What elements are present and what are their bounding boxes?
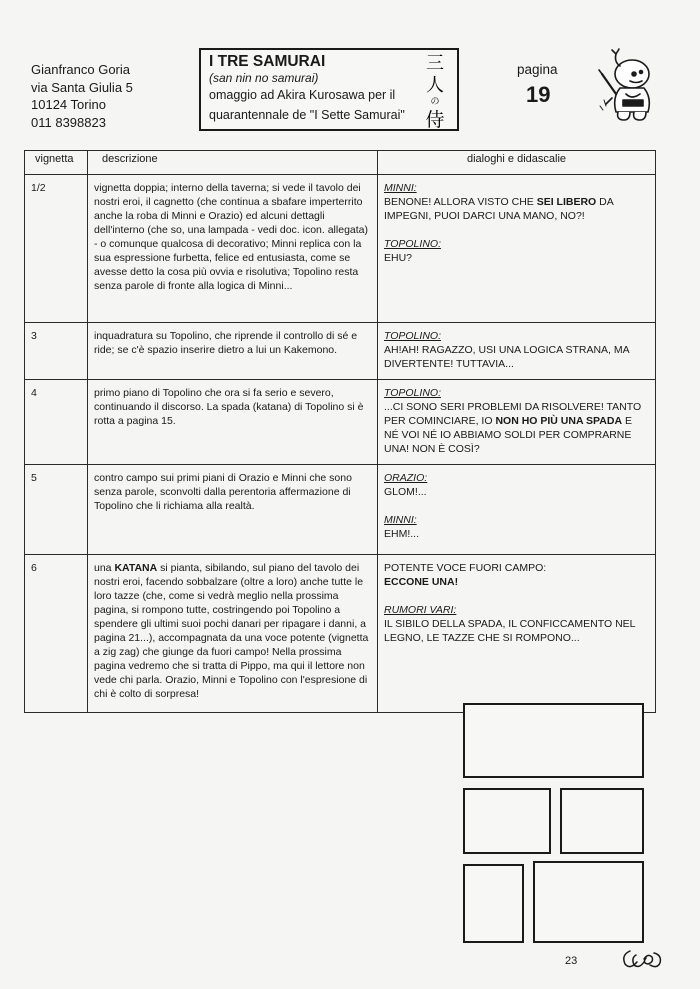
dialogue-cell xyxy=(378,175,656,323)
dialogue-block xyxy=(384,471,649,499)
dialogue-cell xyxy=(378,323,656,380)
dialogue-text: EHM!... xyxy=(384,528,420,540)
dialogue-text: GLOM!... xyxy=(384,486,427,498)
dialogue-bold: SEI LIBERO xyxy=(536,196,597,208)
table-header-row xyxy=(25,151,656,175)
author-phone: 011 8398823 xyxy=(31,114,106,130)
table-row xyxy=(25,175,656,323)
table-row xyxy=(25,555,656,713)
table-row xyxy=(25,323,656,380)
author-block xyxy=(31,61,133,131)
description-cell xyxy=(88,555,378,713)
author-street: via Santa Giulia 5 xyxy=(31,79,133,95)
dialogue-block xyxy=(384,513,649,541)
vignetta-number: 5 xyxy=(25,465,88,555)
speaker-label: RUMORI VARI: xyxy=(384,604,457,616)
title-main: I TRE SAMURAI xyxy=(209,53,326,70)
title-subtitle: (san nin no samurai) xyxy=(209,71,319,85)
page-label: pagina xyxy=(517,62,558,77)
dialogue-block xyxy=(384,329,649,371)
thumbnail-panel xyxy=(463,864,524,943)
kanji-char: 三 xyxy=(426,53,444,74)
kanji-char: の xyxy=(430,97,440,107)
description-cell: primo piano di Topolino che ora si fa serio e severo, continuando il discorso. La spada (katana) di Topolino si è rotta a pagina 15. xyxy=(88,380,378,465)
header-dialoghi: dialoghi e didascalie xyxy=(378,151,656,175)
vignetta-number: 6 xyxy=(25,555,88,713)
thumbnail-panel xyxy=(533,861,644,943)
dialogue-bold: NON HO PIÙ UNA SPADA xyxy=(495,415,623,427)
speaker-label: TOPOLINO: xyxy=(384,330,441,342)
title-box xyxy=(199,48,459,131)
description-cell: vignetta doppia; interno della taverna; si vede il tavolo dei nostri eroi, il cagnetto (che continua a sbafare imperterrito anche la roba di Minni e Orazio) ed alcuni dettagli dell'interno (che so, una lampada - vedi doc. icon. allegata) - o comunque qualcosa di decorativo; Minni replica con la sua espressione furbetta, felice ed entusiasta, come se avesse detto la cosa più ovvia e risolutiva; Topolino resta senza parole di fronte alla logica di Minni... xyxy=(88,175,378,323)
table-row xyxy=(25,465,656,555)
kanji-char: 侍 xyxy=(425,109,445,129)
vignetta-number: 3 xyxy=(25,323,88,380)
dialogue-text: ...CI SONO SERI PROBLEMI DA RISOLVERE! TANTO PER COMINCIARE, IO xyxy=(384,401,642,427)
speaker-label: MINNI: xyxy=(384,182,417,194)
dialogue-cell xyxy=(378,465,656,555)
author-name: Gianfranco Goria xyxy=(31,62,130,77)
dialogue-block xyxy=(384,561,649,589)
author-city: 10124 Torino xyxy=(31,97,106,112)
thumbnail-panel xyxy=(560,788,644,854)
thumbnail-panel xyxy=(463,703,644,778)
header-vignetta: vignetta xyxy=(25,151,88,175)
speaker-label: MINNI: xyxy=(384,514,417,526)
dialogue-block xyxy=(384,386,649,456)
header-descrizione: descrizione xyxy=(88,151,378,175)
description-text: una xyxy=(94,562,115,574)
dialogue-cell xyxy=(378,380,656,465)
dialogue-bold: ECCONE UNA! xyxy=(384,576,459,588)
dialogue-block xyxy=(384,603,649,645)
kanji-title-icon xyxy=(417,51,453,129)
dialogue-block xyxy=(384,237,649,265)
speaker-label: TOPOLINO: xyxy=(384,238,441,250)
script-table xyxy=(24,150,656,713)
description-cell: inquadratura su Topolino, che riprende il controllo di sé e ride; se c'è spazio inserire dietro a lui un Kakemono. xyxy=(88,323,378,380)
dialogue-text: E NÉ VOI NÉ IO ABBIAMO SOLDI PER COMPRARNE UNA! NON È COSÌ? xyxy=(384,415,632,455)
description-bold: KATANA xyxy=(114,562,158,574)
vignetta-number: 4 xyxy=(25,380,88,465)
vignetta-number: 1/2 xyxy=(25,175,88,323)
title-line-1: omaggio ad Akira Kurosawa per il xyxy=(209,88,396,102)
page-number: 19 xyxy=(526,82,551,107)
description-cell: contro campo sui primi piani di Orazio e Minni che sono senza parole, sconvolti dalla perentoria affermazione di Topolino che li richiama alla realtà. xyxy=(88,465,378,555)
table-row xyxy=(25,380,656,465)
speaker-label: TOPOLINO: xyxy=(384,387,441,399)
signature-mark xyxy=(620,945,664,971)
dialogue-text: BENONE! ALLORA VISTO CHE xyxy=(384,196,537,208)
dialogue-text: DA IMPEGNI, PUOI DARCI UNA MANO, NO?! xyxy=(384,196,614,222)
description-text: si pianta, sibilando, sul piano del tavolo dei nostri eroi, facendo sobbalzare (oltre a loro) anche tutte le loro tazze (che, come si vedrà meglio nella prossima pagina, si rompono tutte, costringendo poi Topolino a spendere gli ultimi suoi pochi danari per ripagare i danni, a pagina 21...), accompagnata da una voce potente (vignetta a zig zag) che giunge da fuori campo! Nella prossima pagina vedremo che si tratta di Pippo, ma qui il lettore non vede chi parla. Orazio, Minni e Topolino con l'espresione di chi è colto di sorpresa! xyxy=(94,562,369,700)
kanji-char: 人 xyxy=(426,75,444,96)
dialogue-text: AH!AH! RAGAZZO, USI UNA LOGICA STRANA, MA DIVERTENTE! TUTTAVIA... xyxy=(384,344,630,370)
thumbnail-panel xyxy=(463,788,551,854)
samurai-mascot-icon xyxy=(590,44,662,124)
dialogue-text: EHU? xyxy=(384,252,413,264)
dialogue-text: IL SIBILO DELLA SPADA, IL CONFICCAMENTO NEL LEGNO, LE TAZZE CHE SI ROMPONO... xyxy=(384,618,636,644)
page-footer-number: 23 xyxy=(565,955,578,967)
speaker-label: ORAZIO: xyxy=(384,472,428,484)
dialogue-cell xyxy=(378,555,656,713)
dialogue-text: POTENTE VOCE FUORI CAMPO: xyxy=(384,562,547,574)
title-line-2: quarantennale de "I Sette Samurai" xyxy=(209,108,405,122)
dialogue-block xyxy=(384,181,649,223)
panel-layout-thumbnail xyxy=(463,703,647,943)
